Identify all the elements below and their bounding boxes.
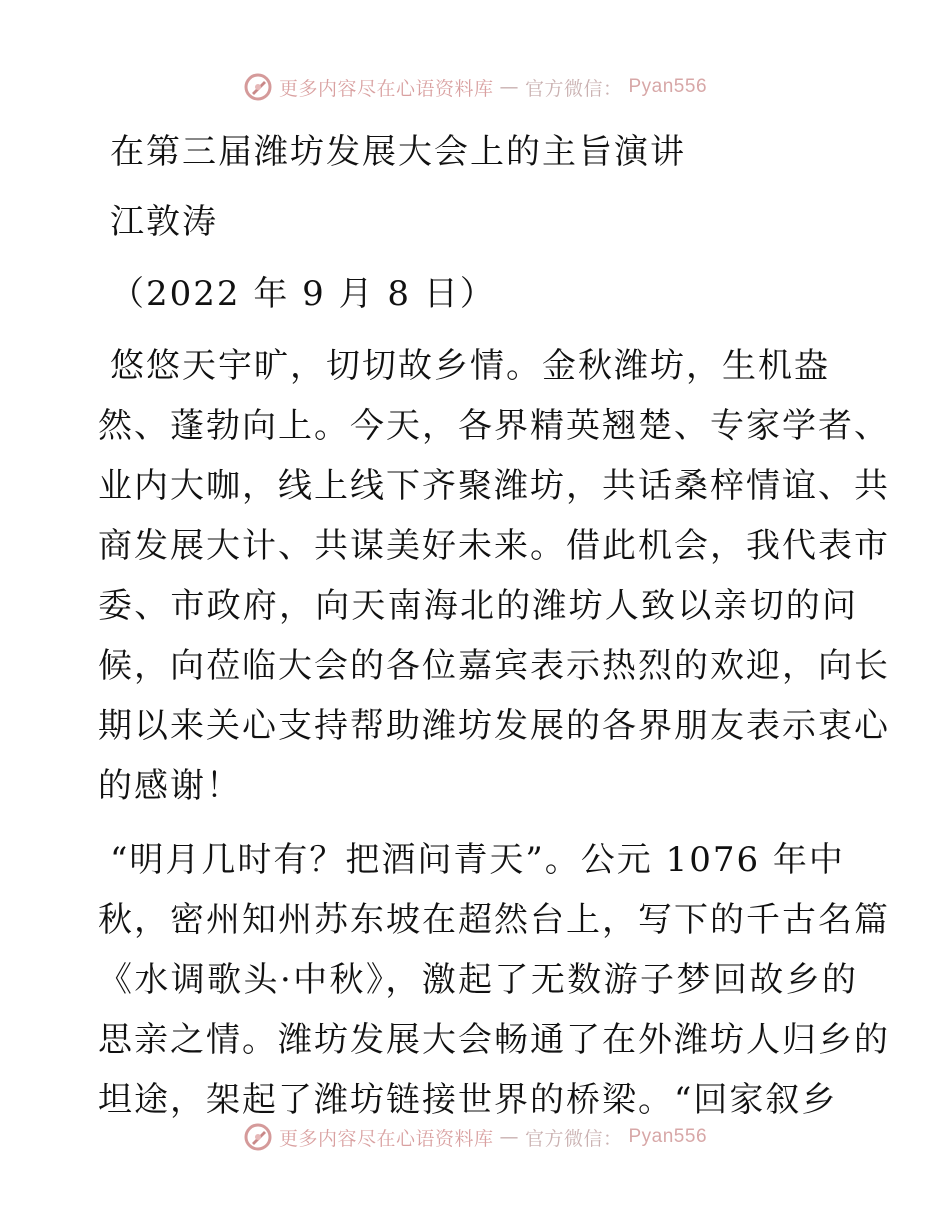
paragraph-line: 《水调歌头·中秋》，激起了无数游子梦回故乡的 <box>98 960 858 1000</box>
paragraph-1 <box>98 336 890 816</box>
watermark-wechat-label: 官方微信： <box>524 77 623 100</box>
header-watermark <box>0 72 950 102</box>
watermark-wechat-label: 官方微信： <box>524 1127 623 1150</box>
paragraph-line: 秋，密州知州苏东坡在超然台上，写下的千古名篇 <box>98 900 890 940</box>
paragraph-line: 委、市政府，向天南海北的潍坊人致以亲切的问 <box>98 586 858 626</box>
paragraph-line: 的感谢！ <box>98 766 242 806</box>
paragraph-line: 然、蓬勃向上。今天，各界精英翘楚、专家学者、 <box>98 406 890 446</box>
document-author: 江敦涛 <box>110 202 218 242</box>
watermark-dash: — <box>499 76 519 98</box>
watermark-dash: — <box>499 1126 519 1148</box>
paragraph-line: “明月几时有？把酒问青天”。公元 1076 年中 <box>110 840 845 880</box>
paragraph-line: 坦途，架起了潍坊链接世界的桥梁。“回家叙乡 <box>98 1080 838 1120</box>
paragraph-2 <box>98 830 890 1130</box>
paragraph-line: 思亲之情。潍坊发展大会畅通了在外潍坊人归乡的 <box>98 1020 890 1060</box>
watermark-text: 更多内容尽在心语资料库 <box>278 77 494 100</box>
document-date: （2022 年 9 月 8 日） <box>110 274 496 314</box>
watermark-wechat-id: Pyan556 <box>628 1126 708 1147</box>
watermark-wechat-id: Pyan556 <box>628 76 708 97</box>
footer-watermark <box>0 1122 950 1152</box>
document-title: 在第三届潍坊发展大会上的主旨演讲 <box>110 132 686 172</box>
paragraph-line: 业内大咖，线上线下齐聚潍坊，共话桑梓情谊、共 <box>98 466 890 506</box>
paragraph-line: 商发展大计、共谋美好未来。借此机会，我代表市 <box>98 526 890 566</box>
quill-seal-icon <box>243 72 273 102</box>
quill-seal-icon <box>243 1122 273 1152</box>
paragraph-line: 候，向莅临大会的各位嘉宾表示热烈的欢迎，向长 <box>98 646 890 686</box>
paragraph-line: 悠悠天宇旷，切切故乡情。金秋潍坊，生机盎 <box>110 346 830 386</box>
document-body <box>98 122 890 1130</box>
paragraph-line: 期以来关心支持帮助潍坊发展的各界朋友表示衷心 <box>98 706 890 746</box>
watermark-text: 更多内容尽在心语资料库 <box>278 1127 494 1150</box>
